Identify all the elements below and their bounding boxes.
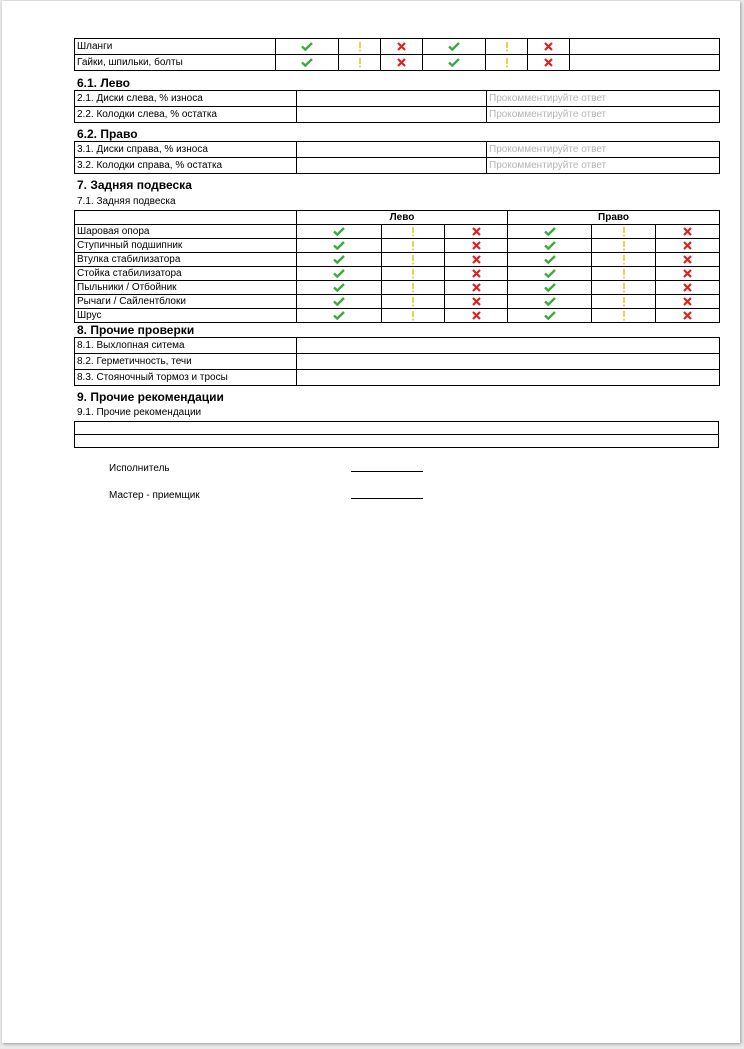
table-row [75, 370, 720, 386]
table-row [75, 253, 720, 267]
check-warn-icon[interactable] [411, 241, 415, 251]
check-ok-icon[interactable] [448, 58, 460, 67]
value-cell[interactable] [297, 354, 720, 370]
row-label: 2.1. Диски слева, % износа [75, 91, 297, 107]
check-ok-icon[interactable] [544, 311, 556, 320]
top-check-table [74, 38, 720, 71]
check-bad-icon[interactable] [472, 227, 481, 236]
comment-cell[interactable] [570, 39, 720, 55]
check-warn-icon[interactable] [505, 42, 509, 52]
check-warn-icon[interactable] [622, 297, 626, 307]
row-label: Шрус [75, 309, 297, 323]
table-header-row [75, 211, 720, 225]
check-warn-icon[interactable] [358, 58, 362, 68]
table-row [75, 295, 720, 309]
check-bad-icon[interactable] [397, 58, 406, 67]
recommendation-cell[interactable] [75, 422, 719, 435]
comment-input[interactable]: Прокомментируйте ответ [487, 107, 720, 123]
check-ok-icon[interactable] [333, 241, 345, 250]
row-label: Стойка стабилизатора [75, 267, 297, 281]
check-ok-icon[interactable] [333, 297, 345, 306]
comment-cell[interactable] [570, 55, 720, 71]
brakes-left-table [74, 90, 720, 123]
row-label: 3.1. Диски справа, % износа [75, 142, 297, 158]
check-bad-icon[interactable] [683, 269, 692, 278]
brakes-right-table [74, 141, 720, 174]
value-cell[interactable] [297, 142, 487, 158]
table-row [75, 422, 719, 435]
section-subtitle-9-1: 9.1. Прочие рекомендации [77, 407, 202, 418]
check-bad-icon[interactable] [397, 42, 406, 51]
section-title-7: 7. Задняя подвеска [77, 178, 192, 192]
check-bad-icon[interactable] [683, 311, 692, 320]
recommendation-cell[interactable] [75, 435, 719, 448]
master-signature-line[interactable] [351, 498, 423, 499]
table-row [75, 309, 720, 323]
check-warn-icon[interactable] [411, 255, 415, 265]
check-warn-icon[interactable] [411, 283, 415, 293]
comment-input[interactable]: Прокомментируйте ответ [487, 142, 720, 158]
row-label: Шланги [75, 39, 276, 55]
row-label: Втулка стабилизатора [75, 253, 297, 267]
check-bad-icon[interactable] [472, 241, 481, 250]
row-label: Рычаги / Сайлентблоки [75, 295, 297, 309]
check-ok-icon[interactable] [333, 311, 345, 320]
other-checks-table [74, 337, 720, 386]
column-header-right: Право [508, 211, 720, 225]
table-row [75, 281, 720, 295]
check-warn-icon[interactable] [505, 58, 509, 68]
row-label: Пыльники / Отбойник [75, 281, 297, 295]
check-warn-icon[interactable] [411, 227, 415, 237]
check-ok-icon[interactable] [301, 42, 313, 51]
comment-input[interactable]: Прокомментируйте ответ [487, 91, 720, 107]
check-warn-icon[interactable] [411, 311, 415, 321]
check-bad-icon[interactable] [544, 42, 553, 51]
value-cell[interactable] [297, 338, 720, 354]
table-row [75, 239, 720, 253]
document-page [2, 1, 740, 1043]
row-label: 3.2. Колодки справа, % остатка [75, 158, 297, 174]
check-warn-icon[interactable] [411, 297, 415, 307]
recommendations-table [74, 421, 719, 448]
master-label: Мастер - приемщик [109, 490, 200, 501]
check-warn-icon[interactable] [411, 269, 415, 279]
section-title-6-1: 6.1. Лево [77, 76, 130, 90]
row-label: 2.2. Колодки слева, % остатка [75, 107, 297, 123]
check-ok-icon[interactable] [333, 227, 345, 236]
row-label: Шаровая опора [75, 225, 297, 239]
section-subtitle-7-1: 7.1. Задняя подвеска [77, 196, 176, 207]
check-ok-icon[interactable] [544, 283, 556, 292]
check-ok-icon[interactable] [544, 227, 556, 236]
value-cell[interactable] [297, 158, 487, 174]
row-label: 8.1. Выхлопная ситема [75, 338, 297, 354]
table-row [75, 225, 720, 239]
table-row [75, 435, 719, 448]
check-ok-icon[interactable] [333, 255, 345, 264]
check-warn-icon[interactable] [622, 227, 626, 237]
table-row [75, 142, 720, 158]
check-warn-icon[interactable] [622, 283, 626, 293]
check-bad-icon[interactable] [472, 297, 481, 306]
section-title-6-2: 6.2. Право [77, 127, 138, 141]
table-row [75, 39, 720, 55]
check-warn-icon[interactable] [358, 42, 362, 52]
value-cell[interactable] [297, 107, 487, 123]
check-warn-icon[interactable] [622, 269, 626, 279]
value-cell[interactable] [297, 370, 720, 386]
check-ok-icon[interactable] [333, 283, 345, 292]
check-bad-icon[interactable] [683, 241, 692, 250]
table-row [75, 91, 720, 107]
check-bad-icon[interactable] [472, 269, 481, 278]
check-bad-icon[interactable] [472, 283, 481, 292]
check-ok-icon[interactable] [301, 58, 313, 67]
table-row [75, 338, 720, 354]
check-ok-icon[interactable] [333, 269, 345, 278]
check-ok-icon[interactable] [544, 269, 556, 278]
rear-suspension-table [74, 210, 720, 323]
check-bad-icon[interactable] [683, 297, 692, 306]
check-bad-icon[interactable] [683, 283, 692, 292]
check-bad-icon[interactable] [683, 227, 692, 236]
check-bad-icon[interactable] [472, 311, 481, 320]
table-row [75, 267, 720, 281]
check-ok-icon[interactable] [448, 42, 460, 51]
check-bad-icon[interactable] [472, 255, 481, 264]
check-ok-icon[interactable] [544, 241, 556, 250]
comment-input[interactable]: Прокомментируйте ответ [487, 158, 720, 174]
row-label: 8.2. Герметичность, течи [75, 354, 297, 370]
table-row [75, 107, 720, 123]
row-label: Гайки, шпильки, болты [75, 55, 276, 71]
value-cell[interactable] [297, 91, 487, 107]
executor-label: Исполнитель [109, 463, 170, 474]
check-warn-icon[interactable] [622, 311, 626, 321]
check-ok-icon[interactable] [544, 297, 556, 306]
section-title-8: 8. Прочие проверки [77, 323, 195, 337]
check-warn-icon[interactable] [622, 255, 626, 265]
row-label: Ступичный подшипник [75, 239, 297, 253]
check-bad-icon[interactable] [683, 255, 692, 264]
column-header-left: Лево [297, 211, 508, 225]
check-warn-icon[interactable] [622, 241, 626, 251]
executor-signature-line[interactable] [351, 471, 423, 472]
table-row [75, 55, 720, 71]
check-bad-icon[interactable] [544, 58, 553, 67]
table-row [75, 158, 720, 174]
section-title-9: 9. Прочие рекомендации [77, 390, 224, 404]
row-label: 8.3. Стояночный тормоз и тросы [75, 370, 297, 386]
table-row [75, 354, 720, 370]
check-ok-icon[interactable] [544, 255, 556, 264]
